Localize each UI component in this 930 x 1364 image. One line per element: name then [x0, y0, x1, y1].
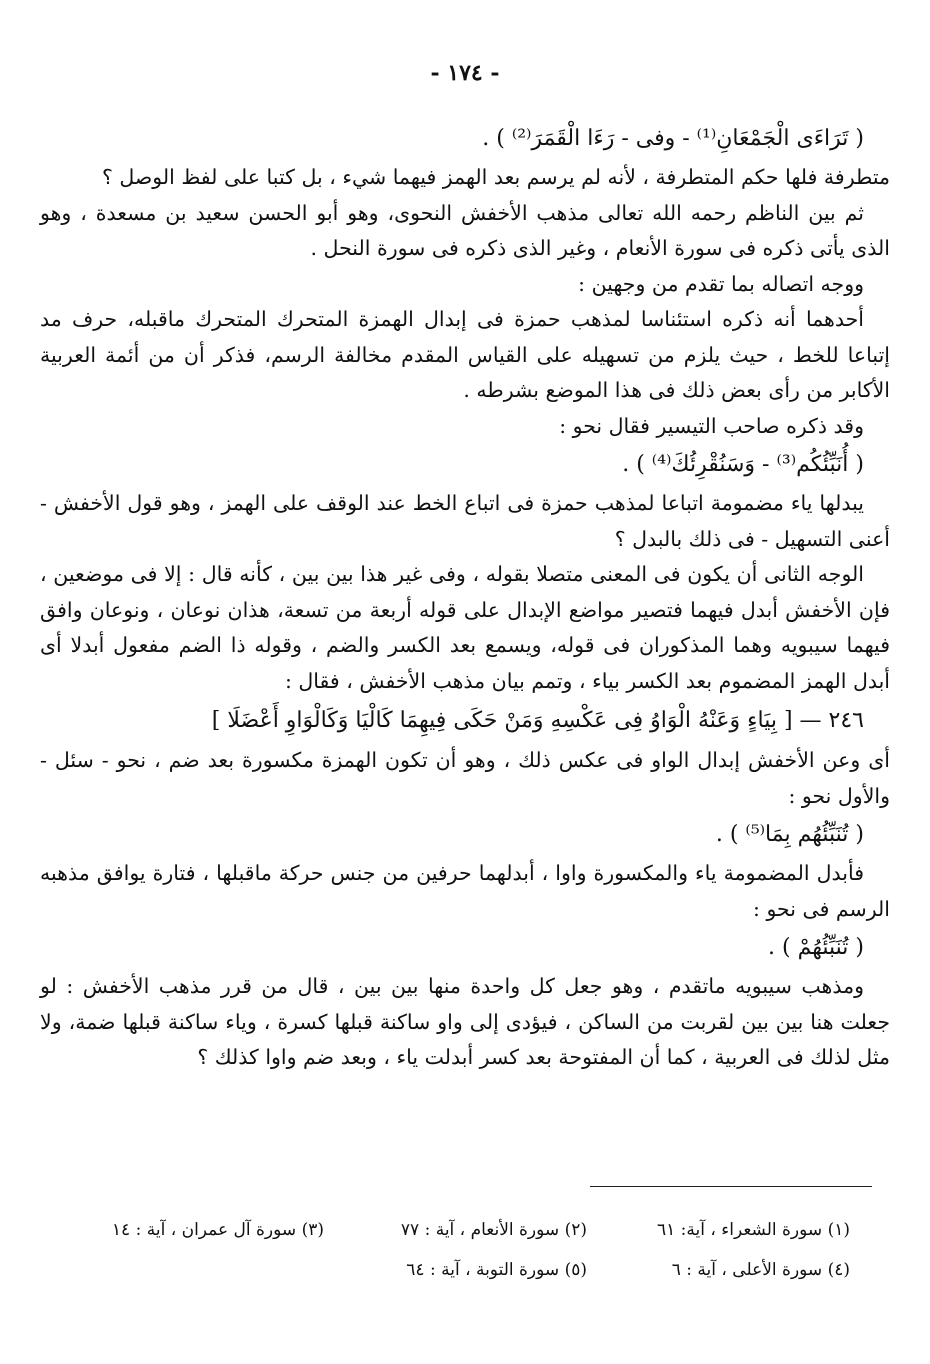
paragraph: فأبدل المضمومة ياء والمكسورة واوا ، أبدلهما حرفين من جنس حركة ماقبلها ، فتارة يوافق مذهبه الرسم فى نحو : — [40, 861, 890, 921]
footnotes — [60, 1210, 850, 1290]
footnote: (٥) سورة التوبة ، آية : ٦٤ — [406, 1260, 587, 1280]
body-text — [40, 118, 890, 1076]
footnote: (٢) سورة الأنعام ، آية : ٧٧ — [400, 1220, 587, 1240]
page-number: - ١٧٤ - — [430, 60, 500, 86]
quran-citation: ( تُنَبِّئُهُم بِمَا⁽⁵⁾ ) . — [715, 822, 864, 847]
footnote-row — [60, 1250, 850, 1290]
poem-verse: ٢٤٦ — [ بِيَاءٍ وَعَنْهُ الْوَاوُ فِى عَكْسِهِ وَمَنْ حَكَى فِيهِمَا كَالْيَا وَكَالْوَاوِ أَعْضَلَا ] — [211, 708, 864, 733]
paragraph: وقد ذكره صاحب التيسير فقال نحو : — [559, 413, 864, 438]
paragraph: ومذهب سيبويه ماتقدم ، وهو جعل كل واحدة منها بين بين ، قال من قرر مذهب الأخفش : لو جعلت هنا بين بين لقربت من الساكن ، فيؤدى إلى واو ساكنة قبلها كسرة ، وياء ساكنة قبلها ضمة، ولا مثل لذلك فى العربية ، كما أن المفتوحة بعد كسر أبدلت ياء ، وبعد ضم واوا كذلك ؟ — [40, 974, 890, 1069]
footnote: (٣) سورة آل عمران ، آية : ١٤ — [111, 1220, 324, 1240]
footnote-row — [60, 1210, 850, 1250]
paragraph: الوجه الثانى أن يكون فى المعنى متصلا بقوله ، وفى غير هذا بين بين ، كأنه قال : إلا فى موضعين ، فإن الأخفش أبدل فيهما فتصير مواضع الإبدال على قوله أربعة من تسعة، هذان نوعان ، ونوعان وافق فيهما سيبويه وهما المذكوران فى قوله، ويسمع بعد الكسر والضم ، وقوله ذا الضم مفعول أبدلا أى أبدل الهمز المضموم بعد الكسر بياء ، وتمم بيان مذهب الأخفش ، فقال : — [40, 562, 890, 693]
footnote-divider — [590, 1186, 872, 1187]
quran-citation: ( تُنَبِّئُهُمْ ) . — [768, 935, 864, 960]
paragraph: متطرفة فلها حكم المتطرفة ، لأنه لم يرسم بعد الهمز فيهما شيء ، بل كتبا على لفظ الوصل ؟ — [101, 165, 890, 189]
footnote: (٤) سورة الأعلى ، آية : ٦ — [671, 1260, 850, 1280]
paragraph: ووجه اتصاله بما تقدم من وجهين : — [578, 271, 864, 296]
paragraph: ثم بين الناظم رحمه الله تعالى مذهب الأخفش النحوى، وهو أبو الحسن سعيد بن مسعدة ، وهو الذى يأتى ذكره فى سورة الأنعام ، وغير الذى ذكره فى سورة النحل . — [40, 200, 890, 260]
quran-citation: ( تَرَاءَى الْجَمْعَانِ⁽¹⁾ - وفى - رَءَا الْقَمَرَ⁽²⁾ ) . — [482, 126, 864, 151]
footnote: (١) سورة الشعراء ، آية: ٦١ — [657, 1220, 850, 1240]
paragraph: أى وعن الأخفش إبدال الواو فى عكس ذلك ، وهو أن تكون الهمزة مكسورة بعد ضم ، نحو - سئل - والأول نحو : — [40, 748, 890, 808]
quran-citation: ( أُنَبِّئُكُم⁽³⁾ - وَسَنُقْرِئُكَ⁽⁴⁾ ) . — [622, 452, 864, 477]
paragraph: أحدهما أنه ذكره استئناسا لمذهب حمزة فى إبدال الهمزة المتحرك المتحرك ماقبله، حرف مد إتباعا للخط ، حيث يلزم من تسهيله على القياس المقدم مخالفة الرسم، فذكر أن من أئمة العربية الأكابر من رأى بعض ذلك فى هذا الموضع بشرطه . — [40, 307, 890, 402]
paragraph: يبدلها ياء مضمومة اتباعا لمذهب حمزة فى اتباع الخط عند الوقف على الهمز ، وهو قول الأخفش - أعنى التسهيل - فى ذلك بالبدل ؟ — [40, 491, 890, 551]
